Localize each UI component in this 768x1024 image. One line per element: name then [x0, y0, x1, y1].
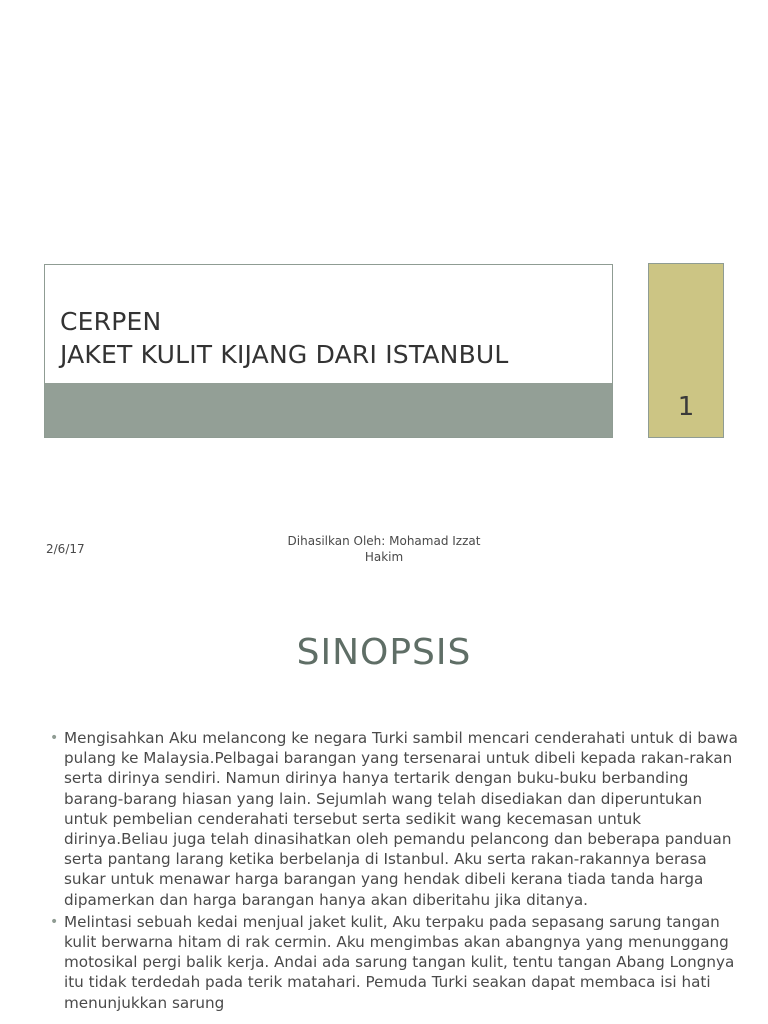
bullet-text: Mengisahkan Aku melancong ke negara Turki sambil mencari cenderahati untuk di bawa pulang ke Malaysia.Pelbagai barangan yang tersenarai untuk dibeli kepada rakan-rakan serta dirinya sendiri. Namun dirinya hanya tertarik dengan buku-buku berbanding barang-barang hiasan yang lain. Sejumlah wang telah disediakan dan diperuntukan untuk pembelian cenderahati tersebut serta sedikit wang kecemasan untuk dirinya.Beliau juga telah dinasihatkan oleh pemandu pelancong dan beberapa panduan serta pantang larang ketika berbelanja di Istanbul. Aku serta rakan-rakannya berasa sukar untuk menawar harga barangan yang hendak dibeli kerana tiada tanda harga dipamerkan dan harga barangan hanya akan diberitahu jika ditanya. [64, 729, 738, 909]
title-accent-band [45, 383, 612, 437]
slide-author: Dihasilkan Oleh: Mohamad Izzat Hakim [287, 534, 481, 564]
slide-title [60, 305, 509, 371]
bullet-icon: • [50, 913, 59, 930]
bullet-icon: • [50, 730, 59, 746]
list-item [48, 912, 738, 1013]
synopsis-list [48, 728, 738, 1015]
bullet-text: Melintasi sebuah kedai menjual jaket kulit, Aku terpaku pada sepasang sarung tangan kulit berwarna hitam di rak cermin. Aku mengimbas akan abangnya yang menunggang motosikal pergi balik kerja. Andai ada sarung tangan kulit, tentu tangan Abang Longnya itu tidak terdedah pada terik matahari. Pemuda Turki seakan dapat membaca isi hati menunjukkan sarung [64, 912, 735, 1012]
slide-number: 1 [677, 392, 695, 422]
title-line-2: JAKET KULIT KIJANG DARI ISTANBUL [60, 340, 509, 369]
list-item [48, 728, 738, 910]
slide-date: 2/6/17 [46, 542, 85, 556]
title-line-1: CERPEN [60, 307, 162, 336]
title-box [44, 264, 613, 438]
synopsis-heading: SINOPSIS [296, 632, 472, 673]
slide-number-box [648, 263, 724, 438]
